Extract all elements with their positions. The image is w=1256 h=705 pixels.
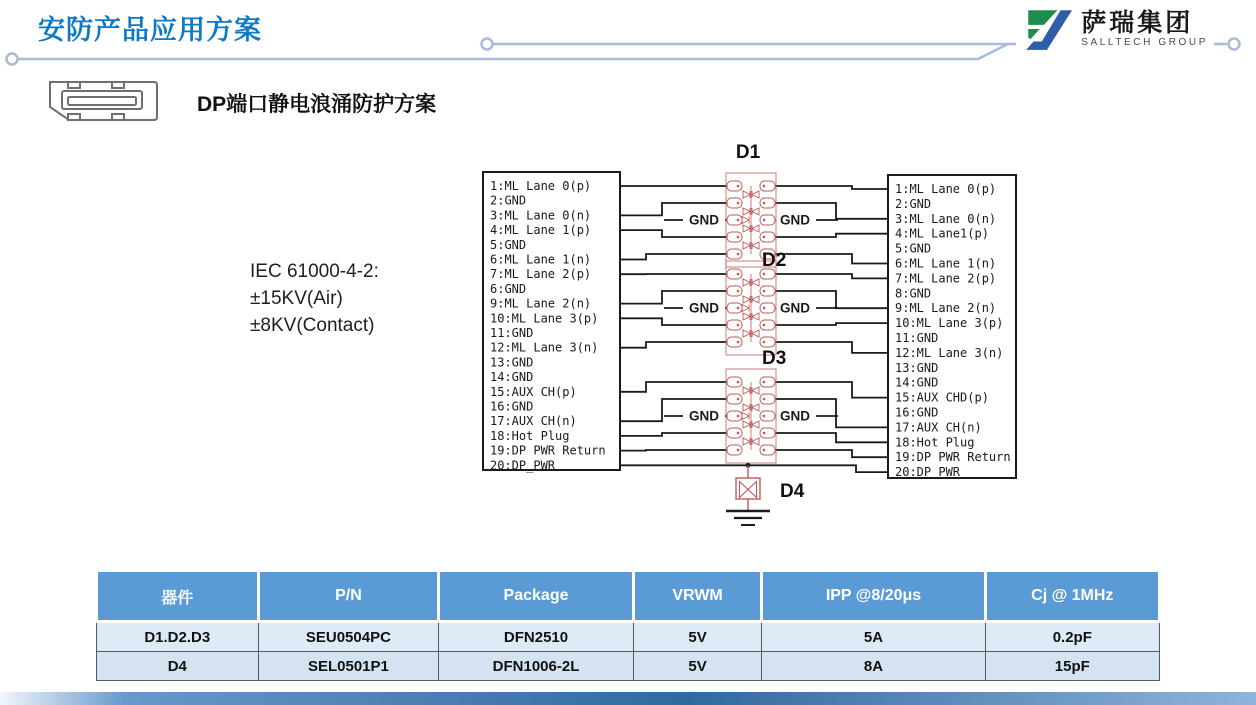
tvs-pad-dot — [763, 415, 766, 418]
pin-label-right: 6:ML Lane 1(n) — [895, 256, 997, 271]
section-title: DP端口静电浪涌防护方案 — [197, 93, 437, 116]
pin-label-left: 19:DP PWR Return — [490, 443, 606, 458]
spec-table-cell: 5A — [762, 622, 985, 652]
tvs-pad-dot — [737, 381, 740, 384]
pin-label-right: 4:ML Lane1(p) — [895, 226, 989, 241]
device-label: D1 — [735, 142, 761, 163]
pin-label-right: 17:AUX CH(n) — [895, 420, 982, 435]
tvs-pad — [760, 320, 775, 330]
pin-label-right: 2:GND — [895, 196, 932, 211]
tvs-pad — [760, 394, 775, 404]
tvs-pad-dot — [763, 290, 766, 293]
tvs-pad-dot — [763, 219, 766, 222]
spec-table-cell: 5V — [633, 622, 762, 652]
signal-wire — [620, 230, 729, 237]
signal-wire — [620, 382, 729, 392]
pin-label-left: 4:ML Lane 1(p) — [490, 223, 592, 238]
tvs-pad — [760, 215, 775, 225]
spec-table-header: Cj @ 1MHz — [985, 571, 1159, 622]
iec-line: ±15KV(Air) — [250, 288, 343, 309]
gnd-net-label: GND — [780, 212, 810, 228]
tvs-pad-dot — [737, 253, 740, 256]
tvs-pad-dot — [763, 449, 766, 452]
pin-label-left: 5:GND — [490, 237, 527, 252]
tvs-pad-dot — [737, 185, 740, 188]
diode-single-icon — [742, 305, 749, 312]
pin-label-left: 13:GND — [490, 355, 534, 370]
tvs-pad-dot — [763, 202, 766, 205]
footer-bar — [0, 692, 1256, 705]
spec-table-header-row — [97, 571, 1160, 622]
tvs-pad — [760, 232, 775, 242]
pin-label-right: 19:DP PWR Return — [895, 450, 1011, 465]
tvs-pad — [727, 286, 742, 296]
pin-label-left: 18:Hot Plug — [490, 428, 570, 443]
spec-table-row — [97, 622, 1160, 652]
spec-table-cell: DFN1006-2L — [439, 652, 634, 681]
tvs-pad — [760, 303, 775, 313]
tvs-pad — [727, 394, 742, 404]
tvs-pad — [727, 411, 742, 421]
signal-wire — [620, 342, 729, 348]
spec-table-cell: D4 — [97, 652, 259, 681]
signal-wire — [773, 186, 888, 189]
spec-table-row — [97, 652, 1160, 681]
signal-wire — [773, 382, 888, 398]
tvs-pad — [760, 337, 775, 347]
tvs-pad-dot — [763, 341, 766, 344]
diode-single-icon — [742, 217, 749, 224]
signal-wire — [620, 450, 729, 451]
tvs-pad-dot — [763, 324, 766, 327]
tvs-pad — [760, 198, 775, 208]
pin-label-left: 1:ML Lane 0(p) — [490, 179, 592, 193]
tvs-pad — [727, 303, 742, 313]
spec-table-header: VRWM — [633, 571, 762, 622]
pin-label-right: 11:GND — [895, 331, 939, 345]
spec-table-cell: 8A — [762, 652, 985, 681]
pin-label-right: 15:AUX CHD(p) — [895, 390, 989, 405]
tvs-pad — [760, 411, 775, 421]
tvs-pad — [727, 320, 742, 330]
gnd-net-label: GND — [780, 300, 810, 316]
tvs-pad — [760, 181, 775, 191]
tvs-pad — [727, 181, 742, 191]
logo-text-en: SALLTECH GROUP — [1081, 36, 1208, 48]
tvs-pad — [727, 445, 742, 455]
spec-table-cell: SEU0504PC — [258, 622, 439, 652]
pin-label-right: 8:GND — [895, 286, 932, 301]
tvs-pad-dot — [737, 432, 740, 435]
tvs-pad-dot — [737, 341, 740, 344]
spec-table-cell: 5V — [633, 652, 762, 681]
tvs-pad — [727, 269, 742, 279]
signal-wire — [620, 465, 888, 472]
tvs-pad-dot — [737, 236, 740, 239]
pin-label-left: 7:ML Lane 2(p) — [490, 267, 592, 282]
iec-line: IEC 61000-4-2: — [250, 261, 379, 282]
tvs-pad-dot — [737, 449, 740, 452]
tvs-pad — [760, 428, 775, 438]
gnd-net-label: GND — [689, 408, 719, 424]
pin-label-right: 13:GND — [895, 360, 939, 375]
page-title: 安防产品应用方案 — [38, 15, 262, 45]
signal-wire — [773, 342, 888, 353]
pin-label-left: 14:GND — [490, 370, 534, 385]
tvs-pad — [727, 232, 742, 242]
tvs-pad — [727, 215, 742, 225]
gnd-net-label: GND — [689, 300, 719, 316]
pin-label-left: 10:ML Lane 3(p) — [490, 311, 599, 326]
pin-label-left: 20:DP_PWR — [490, 458, 556, 473]
tvs-pad — [727, 249, 742, 259]
signal-wire — [773, 450, 888, 457]
tvs-pad-dot — [763, 381, 766, 384]
gnd-net-label: GND — [689, 212, 719, 228]
pin-label-right: 18:Hot Plug — [895, 435, 975, 450]
tvs-pad-dot — [737, 290, 740, 293]
pin-label-right: 20:DP_PWR — [895, 465, 961, 480]
tvs-pad — [727, 337, 742, 347]
signal-wire — [773, 323, 888, 325]
tvs-pad-dot — [737, 307, 740, 310]
pin-label-left: 12:ML Lane 3(n) — [490, 340, 599, 355]
pin-label-left: 6:ML Lane 1(n) — [490, 252, 592, 267]
tvs-pad-dot — [737, 202, 740, 205]
device-label: D2 — [762, 250, 787, 271]
pin-label-right: 16:GND — [895, 405, 939, 420]
tvs-pad — [727, 198, 742, 208]
pin-label-right: 10:ML Lane 3(p) — [895, 316, 1004, 331]
spec-table-cell: D1.D2.D3 — [97, 622, 259, 652]
pin-label-right: 5:GND — [895, 241, 932, 256]
tvs-pad-dot — [737, 324, 740, 327]
pin-label-right: 3:ML Lane 0(n) — [895, 211, 997, 226]
pin-label-right: 7:ML Lane 2(p) — [895, 271, 997, 286]
tvs-pad — [727, 428, 742, 438]
spec-table-cell: 15pF — [985, 652, 1159, 681]
signal-wire — [773, 254, 888, 264]
spec-table-header: 器件 — [97, 571, 259, 622]
tvs-pad — [760, 377, 775, 387]
signal-wire — [773, 234, 888, 237]
tvs-pad-dot — [737, 273, 740, 276]
tvs-pad-dot — [763, 432, 766, 435]
diode-single-icon — [742, 413, 749, 420]
pin-label-left: 2:GND — [490, 193, 527, 208]
tvs-pad-dot — [763, 398, 766, 401]
pin-label-right: 1:ML Lane 0(p) — [895, 182, 997, 196]
pin-label-right: 9:ML Lane 2(n) — [895, 301, 997, 316]
tvs-pad — [760, 445, 775, 455]
pin-label-left: 15:AUX CH(p) — [490, 384, 577, 399]
tvs-pad-dot — [763, 185, 766, 188]
tvs-pad — [760, 286, 775, 296]
tvs-pad-dot — [737, 398, 740, 401]
pin-label-left: 9:ML Lane 2(n) — [490, 296, 592, 311]
spec-table-cell: SEL0501P1 — [258, 652, 439, 681]
logo-text-cn: 萨瑞集团 — [1081, 8, 1194, 37]
iec-line: ±8KV(Contact) — [250, 315, 375, 336]
tvs-pad — [727, 377, 742, 387]
spec-table — [95, 569, 1161, 681]
spec-table-cell: 0.2pF — [985, 622, 1159, 652]
device-label: D4 — [780, 481, 805, 502]
pin-label-left: 3:ML Lane 0(n) — [490, 208, 592, 223]
device-label: D3 — [762, 348, 787, 369]
tvs-pad-dot — [737, 219, 740, 222]
spec-table-header: P/N — [258, 571, 439, 622]
pin-label-left: 16:GND — [490, 399, 534, 414]
pin-label-left: 17:AUX CH(n) — [490, 414, 577, 429]
tvs-pad-dot — [763, 307, 766, 310]
gnd-net-label: GND — [780, 408, 810, 424]
signal-wire — [620, 318, 729, 325]
pin-label-right: 14:GND — [895, 375, 939, 390]
spec-table-cell: DFN2510 — [439, 622, 634, 652]
pin-label-left: 6:GND — [490, 281, 527, 296]
signal-wire — [773, 433, 888, 442]
pin-label-right: 12:ML Lane 3(n) — [895, 345, 1004, 360]
pin-label-left: 11:GND — [490, 326, 534, 340]
spec-table-header: Package — [439, 571, 634, 622]
tvs-pad-dot — [737, 415, 740, 418]
signal-wire — [773, 274, 888, 278]
tvs-pad-dot — [763, 236, 766, 239]
tvs-pad-dot — [763, 273, 766, 276]
signal-wire — [620, 254, 729, 260]
spec-table-header: IPP @8/20μs — [762, 571, 985, 622]
signal-wire — [620, 433, 729, 436]
